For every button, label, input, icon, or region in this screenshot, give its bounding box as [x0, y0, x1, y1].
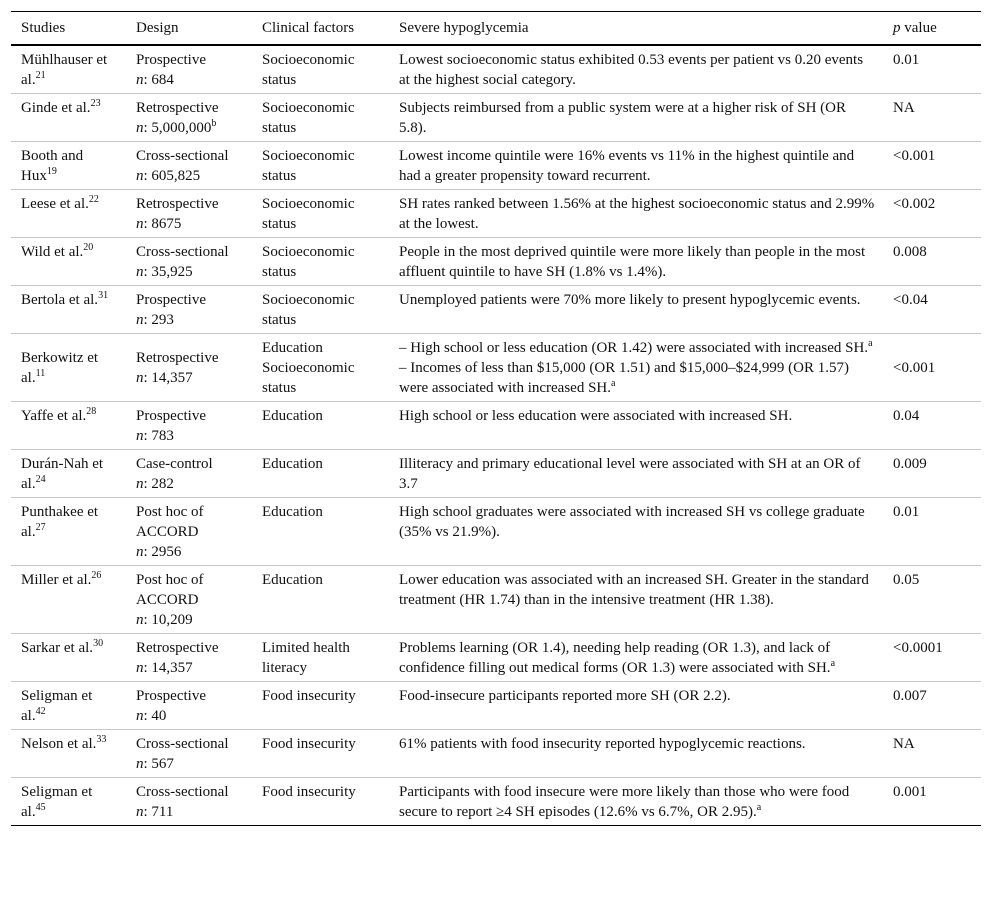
sample-size [136, 754, 246, 774]
clinical-factor: Socioeconomic status [262, 100, 355, 136]
cell-p-value: 0.01 [893, 504, 920, 520]
cell-study [11, 450, 126, 498]
outcome-text [399, 50, 877, 90]
table-row [11, 566, 981, 634]
outcome-text [399, 242, 877, 282]
cell-severe-hypoglycemia [389, 566, 883, 634]
table-row [11, 778, 981, 826]
study-name: Sarkar et al. [21, 640, 94, 656]
reference-number: 26 [91, 570, 102, 581]
cell-study [11, 778, 126, 826]
footnote-mark: b [211, 118, 217, 129]
table-row [11, 238, 981, 286]
cell-severe-hypoglycemia [389, 450, 883, 498]
design-type: Case-control [136, 456, 213, 472]
cell-design [126, 566, 252, 634]
clinical-factor: Socioeconomic status [262, 292, 355, 328]
outcome-text-body: Unemployed patients were 70% more likely to present hypoglycemic events. [399, 292, 861, 308]
cell-study [11, 142, 126, 190]
cell-clinical-factors [252, 450, 389, 498]
cell-clinical-factors [252, 238, 389, 286]
outcome-text-body: SH rates ranked between 1.56% at the highest socioeconomic status and 2.99% at the lowest. [399, 196, 875, 232]
cell-severe-hypoglycemia [389, 778, 883, 826]
cell-clinical-factors [252, 45, 389, 94]
design-type: Prospective [136, 408, 206, 424]
header-severe-hypoglycemia: Severe hypoglycemia [399, 20, 529, 36]
sample-size [136, 262, 246, 282]
cell-severe-hypoglycemia [389, 634, 883, 682]
sample-size [136, 802, 246, 822]
reference-number: 20 [83, 242, 94, 253]
sample-size-value: : 8675 [143, 216, 182, 232]
cell-study [11, 402, 126, 450]
study-name: Nelson et al. [21, 736, 97, 752]
cell-study [11, 566, 126, 634]
clinical-factor: Socioeconomic status [262, 52, 355, 88]
cell-clinical-factors [252, 94, 389, 142]
study-name: Booth and Hux [21, 148, 84, 184]
outcome-text-body: High school or less education were associated with increased SH. [399, 408, 793, 424]
study-name: Berkowitz et al. [21, 350, 99, 386]
outcome-text [399, 686, 877, 706]
cell-clinical-factors [252, 142, 389, 190]
study-name: Ginde et al. [21, 100, 91, 116]
table-row [11, 498, 981, 566]
footnote-mark: a [756, 802, 762, 813]
sample-size-value: : 14,357 [143, 370, 193, 386]
cell-severe-hypoglycemia [389, 682, 883, 730]
cell-design [126, 190, 252, 238]
design-type: Post hoc of ACCORD [136, 572, 204, 608]
cell-p-value: <0.001 [893, 148, 936, 164]
reference-number: 11 [35, 368, 46, 379]
cell-p-value: 0.007 [893, 688, 927, 704]
outcome-text-body: Lowest income quintile were 16% events vs 11% in the highest quintile and had a greater propensity toward recurrent. [399, 148, 855, 184]
cell-design [126, 634, 252, 682]
sample-size [136, 118, 246, 138]
footnote-mark: a [868, 338, 873, 349]
cell-p-value: 0.01 [893, 52, 920, 68]
outcome-text-body: – Incomes of less than $15,000 (OR 1.51) and $15,000–$24,999 (OR 1.57) were associated with increased SH. [399, 360, 849, 396]
clinical-factor: Education [262, 408, 323, 424]
outcome-text [399, 782, 877, 822]
reference-number: 21 [35, 70, 46, 81]
table-row [11, 450, 981, 498]
reference-number: 28 [86, 406, 97, 417]
outcome-text-body: Subjects reimbursed from a public system were at a higher risk of SH (OR 5.8). [399, 100, 846, 136]
reference-number: 19 [46, 166, 57, 177]
sample-size-label: n [136, 72, 144, 88]
sample-size [136, 426, 246, 446]
cell-severe-hypoglycemia [389, 730, 883, 778]
sample-size-label: n [136, 476, 144, 492]
study-name: Seligman et al. [21, 688, 93, 724]
outcome-text-body: People in the most deprived quintile were more likely than people in the most affluent quintile to have SH (1.8% vs 1.4%). [399, 244, 866, 280]
cell-clinical-factors [252, 566, 389, 634]
outcome-text-body: Food-insecure participants reported more SH (OR 2.2). [399, 688, 731, 704]
sample-size [136, 310, 246, 330]
cell-design [126, 682, 252, 730]
sample-size-label: n [136, 544, 144, 560]
cell-design [126, 238, 252, 286]
sample-size-value: : 14,357 [143, 660, 193, 676]
header-design: Design [136, 20, 179, 36]
cell-p-value: <0.002 [893, 196, 936, 212]
outcome-text [399, 98, 877, 138]
cell-clinical-factors [252, 334, 389, 402]
clinical-factor: Food insecurity [262, 688, 356, 704]
cell-p-value: <0.04 [893, 292, 928, 308]
cell-clinical-factors [252, 498, 389, 566]
cell-study [11, 682, 126, 730]
cell-severe-hypoglycemia [389, 94, 883, 142]
study-name: Yaffe et al. [21, 408, 87, 424]
outcome-text-body: High school graduates were associated with increased SH vs college graduate (35% vs 21.9%). [399, 504, 865, 540]
sample-size-value: : 2956 [143, 544, 182, 560]
cell-severe-hypoglycemia [389, 190, 883, 238]
header-row [11, 12, 981, 46]
sample-size-label: n [136, 708, 144, 724]
outcome-text [399, 146, 877, 186]
outcome-text-body: Lower education was associated with an increased SH. Greater in the standard treatment (HR 1.74) than in the intensive treatment (HR 1.38). [399, 572, 869, 608]
cell-p-value: <0.0001 [893, 640, 943, 656]
table-row [11, 634, 981, 682]
cell-p-value: 0.009 [893, 456, 927, 472]
clinical-factor: Education [262, 572, 323, 588]
design-type: Prospective [136, 292, 206, 308]
sample-size-value: : 567 [143, 756, 174, 772]
outcome-text [399, 570, 877, 610]
sample-size [136, 610, 246, 630]
design-type: Retrospective [136, 196, 219, 212]
cell-study [11, 730, 126, 778]
cell-study [11, 286, 126, 334]
cell-severe-hypoglycemia [389, 498, 883, 566]
clinical-factor: Socioeconomic status [262, 360, 355, 396]
clinical-factor: Education [262, 340, 323, 356]
clinical-factor: Socioeconomic status [262, 196, 355, 232]
table-row [11, 45, 981, 94]
header-clinical-factors: Clinical factors [262, 20, 355, 36]
cell-design [126, 94, 252, 142]
sample-size-label: n [136, 312, 144, 328]
sample-size-label: n [136, 612, 144, 628]
design-type: Prospective [136, 52, 206, 68]
outcome-text-body: Participants with food insecure were more likely than those who were food secure to report ≥4 SH episodes (12.6% vs 6.7%, OR 2.95). [399, 784, 850, 820]
cell-clinical-factors [252, 286, 389, 334]
header-p-value [883, 12, 981, 46]
sample-size-value: : 40 [143, 708, 167, 724]
sample-size-label: n [136, 370, 144, 386]
cell-study [11, 45, 126, 94]
table-row [11, 190, 981, 238]
sample-size-label: n [136, 756, 144, 772]
design-type: Cross-sectional [136, 244, 229, 260]
clinical-factor: Socioeconomic status [262, 148, 355, 184]
cell-severe-hypoglycemia [389, 286, 883, 334]
reference-number: 24 [35, 474, 46, 485]
cell-design [126, 730, 252, 778]
outcome-text [399, 454, 877, 494]
reference-number: 23 [90, 98, 101, 109]
sample-size-value: : 282 [143, 476, 174, 492]
table-row [11, 142, 981, 190]
cell-design [126, 334, 252, 402]
cell-study [11, 334, 126, 402]
sample-size-value: : 605,825 [143, 168, 201, 184]
cell-p-value: 0.05 [893, 572, 920, 588]
cell-severe-hypoglycemia [389, 334, 883, 402]
study-name: Punthakee et al. [21, 504, 99, 540]
study-name: Seligman et al. [21, 784, 93, 820]
design-type: Cross-sectional [136, 784, 229, 800]
outcome-text-body: Illiteracy and primary educational level were associated with SH at an OR of 3.7 [399, 456, 861, 492]
sample-size-value: : 684 [143, 72, 174, 88]
sample-size-value: : 711 [143, 804, 174, 820]
cell-severe-hypoglycemia [389, 142, 883, 190]
sample-size-label: n [136, 428, 144, 444]
table-container [11, 11, 981, 826]
study-name: Miller et al. [21, 572, 92, 588]
sample-size [136, 706, 246, 726]
cell-study [11, 190, 126, 238]
p-rest: value [900, 20, 937, 36]
sample-size [136, 542, 246, 562]
cell-p-value: 0.001 [893, 784, 927, 800]
outcome-text [399, 338, 877, 358]
study-name: Wild et al. [21, 244, 84, 260]
sample-size-label: n [136, 660, 144, 676]
sample-size-label: n [136, 120, 144, 136]
footnote-mark: a [830, 658, 836, 669]
clinical-factor: Education [262, 456, 323, 472]
cell-design [126, 778, 252, 826]
sample-size [136, 166, 246, 186]
study-name: Bertola et al. [21, 292, 99, 308]
design-type: Cross-sectional [136, 148, 229, 164]
cell-design [126, 402, 252, 450]
cell-study [11, 94, 126, 142]
sample-size-value: : 783 [143, 428, 174, 444]
design-type: Prospective [136, 688, 206, 704]
cell-p-value: <0.001 [893, 360, 936, 376]
table-row [11, 402, 981, 450]
sample-size-value: : 10,209 [143, 612, 193, 628]
cell-clinical-factors [252, 778, 389, 826]
outcome-text-body: Problems learning (OR 1.4), needing help reading (OR 1.3), and lack of confidence filling out medical forms (OR 1.3) were associated with SH. [399, 640, 831, 676]
cell-clinical-factors [252, 730, 389, 778]
table-row [11, 730, 981, 778]
study-name: Durán-Nah et al. [21, 456, 104, 492]
cell-clinical-factors [252, 402, 389, 450]
outcome-text [399, 290, 877, 310]
outcome-text-body: 61% patients with food insecurity reported hypoglycemic reactions. [399, 736, 806, 752]
sample-size [136, 658, 246, 678]
reference-number: 22 [88, 194, 99, 205]
table-row [11, 334, 981, 402]
outcome-text [399, 502, 877, 542]
outcome-text [399, 734, 877, 754]
design-type: Retrospective [136, 100, 219, 116]
cell-p-value: NA [893, 736, 915, 752]
sample-size [136, 368, 246, 388]
outcome-text [399, 358, 877, 398]
design-type: Post hoc of ACCORD [136, 504, 204, 540]
sample-size [136, 214, 246, 234]
sample-size [136, 474, 246, 494]
cell-severe-hypoglycemia [389, 45, 883, 94]
reference-number: 33 [96, 734, 107, 745]
clinical-factor: Food insecurity [262, 784, 356, 800]
sample-size-value: : 35,925 [143, 264, 193, 280]
footnote-mark: a [611, 378, 616, 389]
sample-size-value: : 5,000,000 [143, 120, 212, 136]
outcome-text [399, 638, 877, 678]
p-italic: p [893, 20, 901, 36]
clinical-factor: Food insecurity [262, 736, 356, 752]
cell-study [11, 634, 126, 682]
cell-study [11, 238, 126, 286]
cell-design [126, 498, 252, 566]
cell-p-value: 0.04 [893, 408, 920, 424]
outcome-text [399, 194, 877, 234]
study-name: Leese et al. [21, 196, 89, 212]
reference-number: 42 [35, 706, 46, 717]
clinical-factor: Socioeconomic status [262, 244, 355, 280]
reference-number: 27 [35, 522, 46, 533]
table-row [11, 286, 981, 334]
cell-severe-hypoglycemia [389, 402, 883, 450]
table-row [11, 94, 981, 142]
sample-size-label: n [136, 264, 144, 280]
design-type: Cross-sectional [136, 736, 229, 752]
design-type: Retrospective [136, 350, 219, 366]
reference-number: 30 [93, 638, 104, 649]
sample-size-label: n [136, 804, 144, 820]
table-body [11, 45, 981, 826]
design-type: Retrospective [136, 640, 219, 656]
reference-number: 45 [35, 802, 46, 813]
cell-clinical-factors [252, 634, 389, 682]
sample-size-label: n [136, 216, 144, 232]
studies-table [11, 11, 981, 826]
header-studies: Studies [21, 20, 66, 36]
cell-design [126, 286, 252, 334]
sample-size-value: : 293 [143, 312, 174, 328]
cell-clinical-factors [252, 682, 389, 730]
table-row [11, 682, 981, 730]
reference-number: 31 [98, 290, 109, 301]
sample-size-label: n [136, 168, 144, 184]
cell-study [11, 498, 126, 566]
sample-size [136, 70, 246, 90]
cell-clinical-factors [252, 190, 389, 238]
cell-design [126, 450, 252, 498]
cell-p-value: 0.008 [893, 244, 927, 260]
cell-design [126, 142, 252, 190]
outcome-text-body: Lowest socioeconomic status exhibited 0.53 events per patient vs 0.20 events at the highest social category. [399, 52, 864, 88]
study-name: Mühlhauser et al. [21, 52, 108, 88]
outcome-text [399, 406, 877, 426]
outcome-text-body: – High school or less education (OR 1.42) were associated with increased SH. [399, 340, 869, 356]
clinical-factor: Education [262, 504, 323, 520]
cell-design [126, 45, 252, 94]
clinical-factor: Limited health literacy [262, 640, 350, 676]
cell-p-value: NA [893, 100, 915, 116]
cell-severe-hypoglycemia [389, 238, 883, 286]
